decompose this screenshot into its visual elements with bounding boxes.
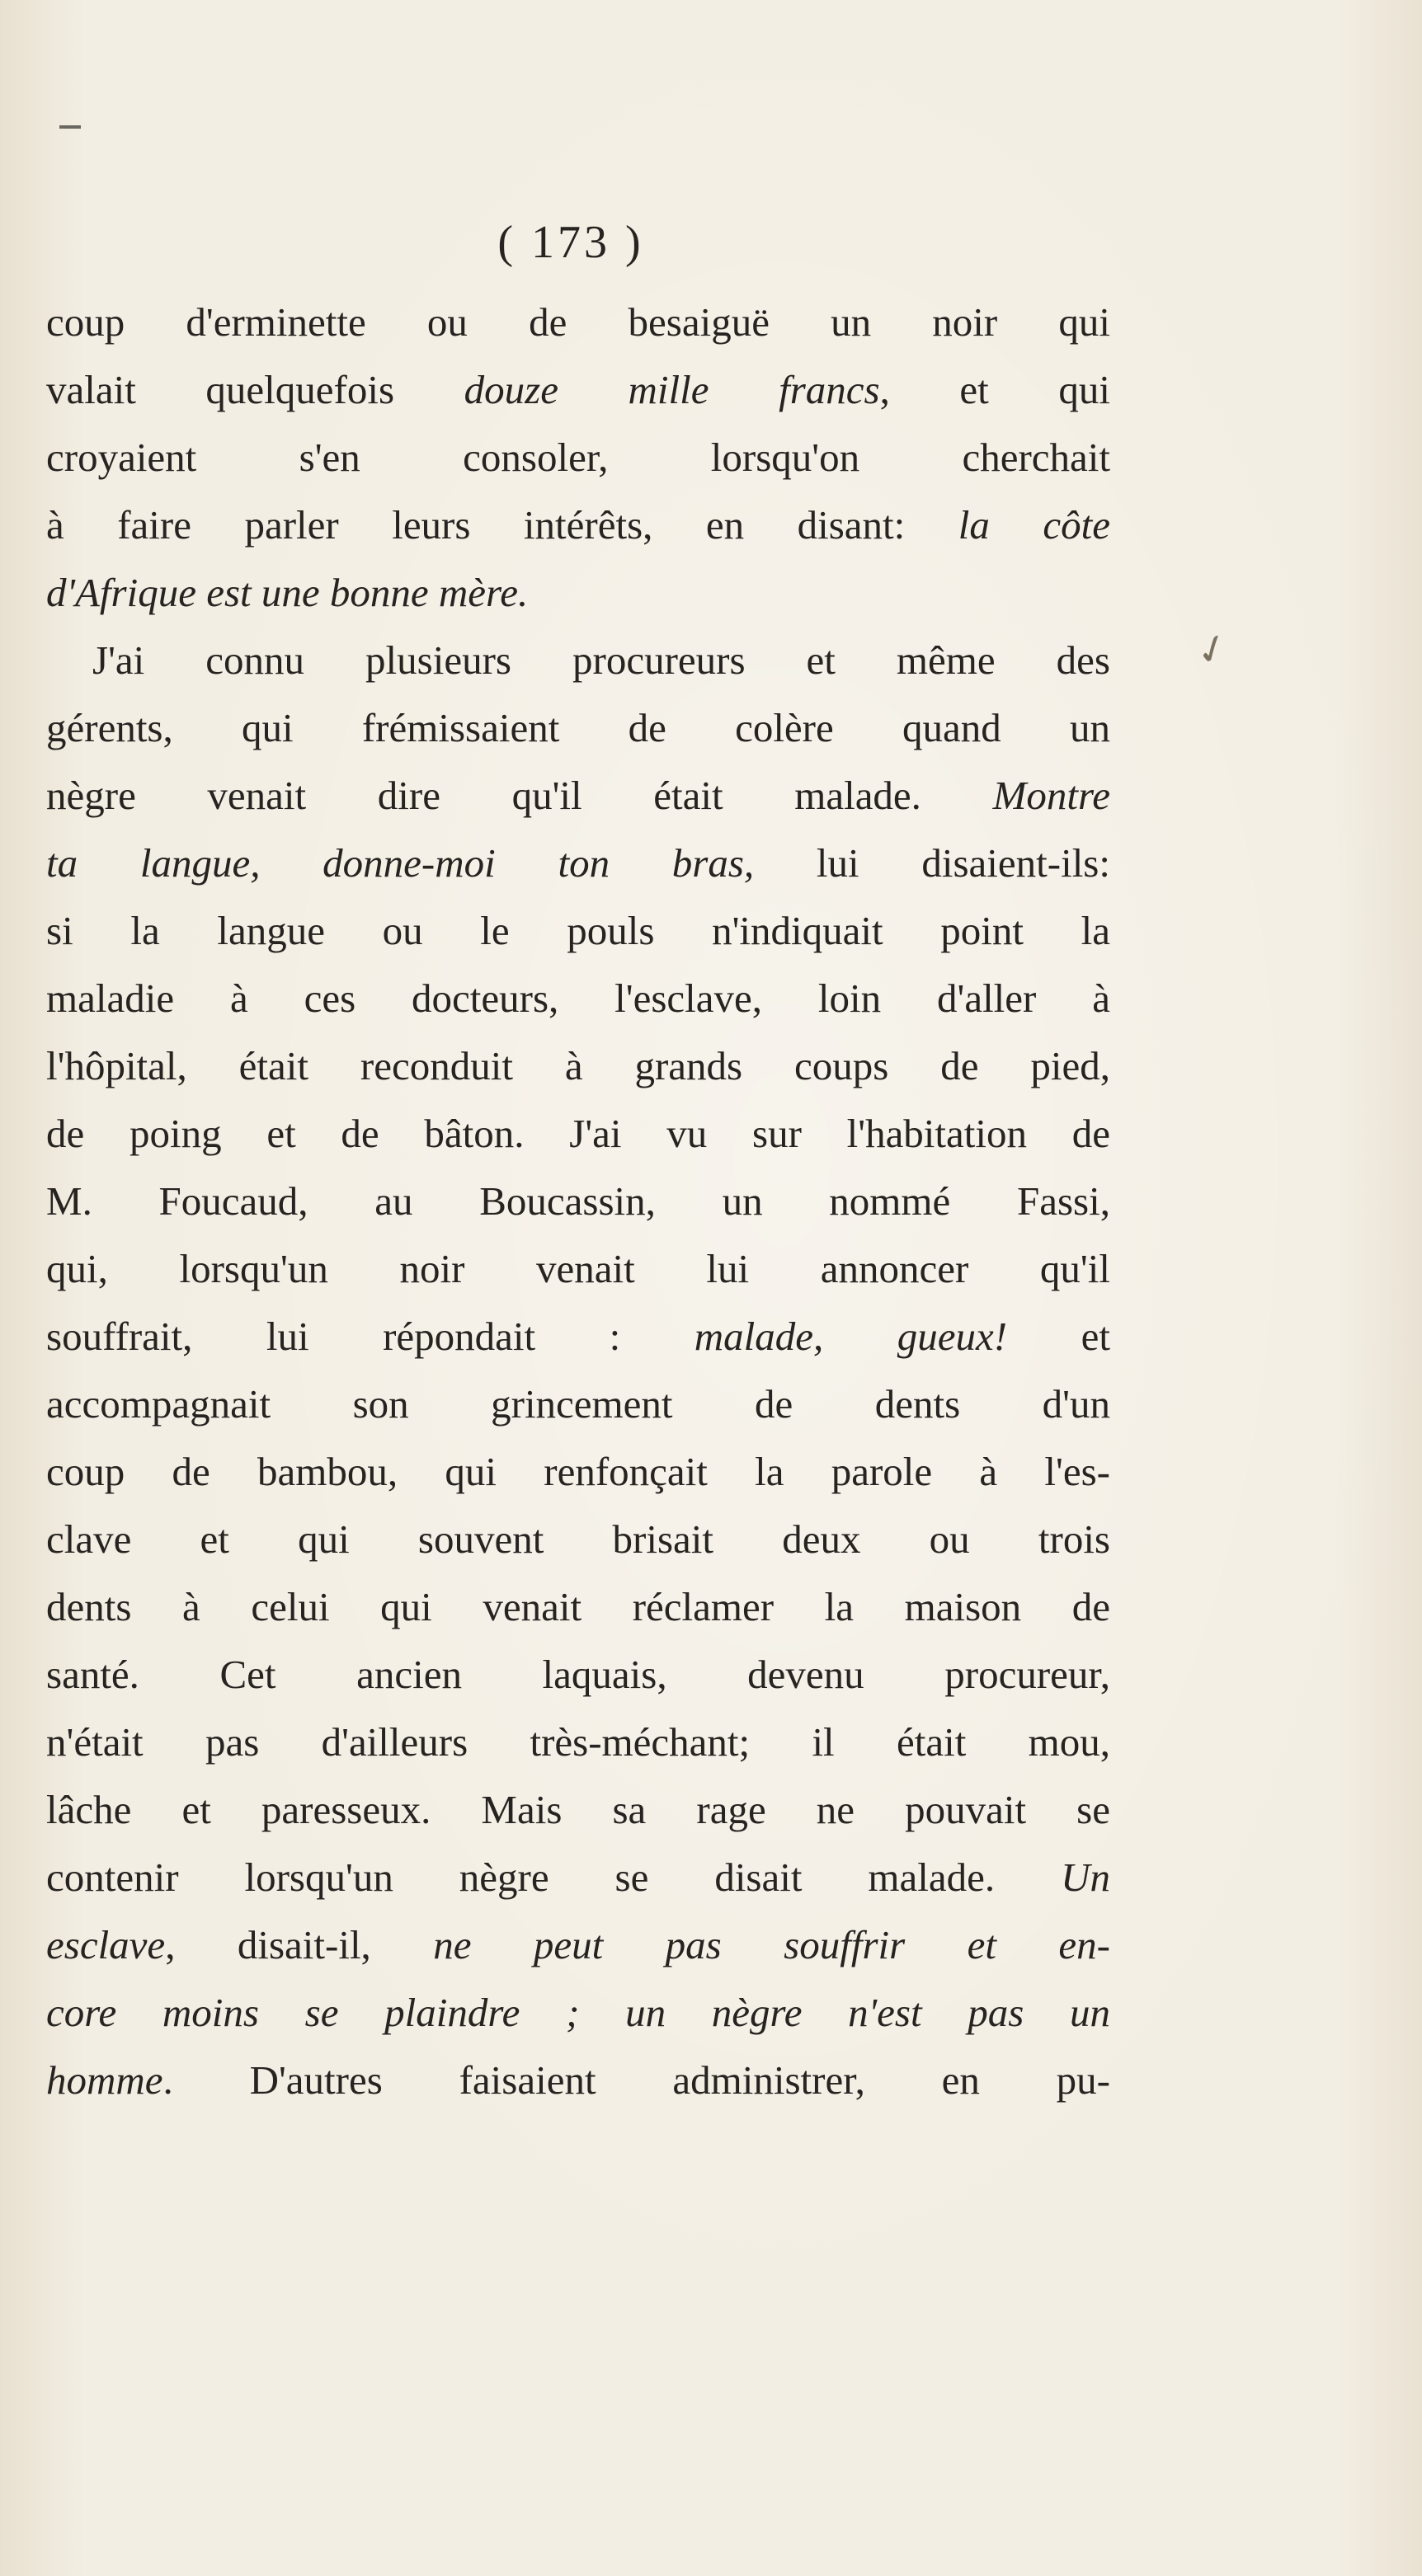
text-line	[46, 1168, 1110, 1235]
text-line	[46, 627, 1110, 694]
text-line	[46, 694, 1110, 762]
text-segment: n'était pas d'ailleurs très-méchant; il était mou,	[46, 1719, 1110, 1765]
text-segment: de poing et de bâton. J'ai vu sur l'habitation de	[46, 1111, 1110, 1156]
text-line	[46, 1573, 1110, 1641]
text-segment: si la langue ou le pouls n'indiquait point la	[46, 908, 1110, 953]
text-line	[46, 1032, 1110, 1100]
text-segment: souffrait, lui répondait :	[46, 1314, 695, 1359]
text-segment: dents à celui qui venait réclamer la maison de	[46, 1584, 1110, 1629]
text-segment: croyaient s'en consoler, lorsqu'on cherchait	[46, 435, 1110, 480]
italic-text: esclave	[46, 1922, 166, 1967]
text-line	[46, 491, 1110, 559]
italic-text: douze mille francs	[464, 367, 880, 412]
margin-checkmark-icon: ✓	[1189, 623, 1236, 677]
italic-text: homme	[46, 2057, 163, 2103]
text-segment: clave et qui souvent brisait deux ou trois	[46, 1516, 1110, 1562]
text-segment: contenir lorsqu'un nègre se disait malade.	[46, 1854, 1062, 1900]
text-line	[46, 1641, 1110, 1709]
text-segment: et	[1007, 1314, 1110, 1359]
text-segment: santé. Cet ancien laquais, devenu procureur,	[46, 1652, 1110, 1697]
text-line	[46, 1100, 1110, 1168]
text-segment: , et qui	[879, 367, 1110, 412]
italic-text: Montre	[992, 773, 1110, 818]
text-line	[46, 1235, 1110, 1303]
page-number: ( 173 )	[497, 217, 644, 268]
text-line	[46, 1776, 1110, 1844]
text-line	[46, 424, 1110, 491]
italic-text: malade, gueux!	[694, 1314, 1008, 1359]
text-segment: , disait-il,	[165, 1922, 434, 1967]
text-segment: l'hôpital, était reconduit à grands coups de pied,	[46, 1043, 1110, 1088]
text-line	[46, 1438, 1110, 1506]
text-line	[46, 1709, 1110, 1776]
italic-text: ta langue, donne-moi ton bras,	[46, 840, 755, 886]
text-line	[46, 762, 1110, 830]
text-segment: lui disaient-ils:	[754, 840, 1110, 886]
text-line	[46, 830, 1110, 897]
italic-text: d'Afrique est une bonne mère.	[46, 570, 529, 615]
text-segment: coup de bambou, qui renfonçait la parole à l'es-	[46, 1449, 1110, 1494]
text-segment: à faire parler leurs intérêts, en disant:	[46, 502, 958, 548]
text-line	[46, 1506, 1110, 1573]
text-line	[46, 897, 1110, 965]
printer-mark-dash	[59, 125, 81, 129]
italic-text: ne peut pas souffrir et en-	[433, 1922, 1110, 1967]
body-text	[46, 289, 1110, 2114]
text-segment: nègre venait dire qu'il était malade.	[46, 773, 993, 818]
text-segment: valait quelquefois	[46, 367, 464, 412]
text-line	[46, 356, 1110, 424]
text-line	[46, 559, 1110, 627]
text-line	[46, 1370, 1110, 1438]
text-line	[46, 289, 1110, 356]
text-segment: maladie à ces docteurs, l'esclave, loin d'aller à	[46, 975, 1110, 1021]
text-line	[46, 965, 1110, 1032]
text-line	[46, 2047, 1110, 2114]
italic-text: la côte	[958, 502, 1110, 548]
text-segment: gérents, qui frémissaient de colère quand un	[46, 705, 1110, 750]
text-line	[46, 1303, 1110, 1370]
italic-text: core moins se plaindre ; un nègre n'est pas un	[46, 1990, 1110, 2035]
text-segment: J'ai connu plusieurs procureurs et même des	[92, 637, 1110, 683]
text-segment: M. Foucaud, au Boucassin, un nommé Fassi,	[46, 1178, 1110, 1224]
text-line	[46, 1979, 1110, 2047]
text-line	[46, 1844, 1110, 1911]
text-segment: coup d'erminette ou de besaiguë un noir qui	[46, 299, 1110, 345]
text-line	[46, 1911, 1110, 1979]
text-segment: qui, lorsqu'un noir venait lui annoncer qu'il	[46, 1246, 1110, 1291]
text-segment: lâche et paresseux. Mais sa rage ne pouvait se	[46, 1787, 1110, 1832]
text-segment: accompagnait son grincement de dents d'un	[46, 1381, 1110, 1427]
italic-text: Un	[1061, 1854, 1110, 1900]
text-segment: . D'autres faisaient administrer, en pu-	[162, 2057, 1110, 2103]
